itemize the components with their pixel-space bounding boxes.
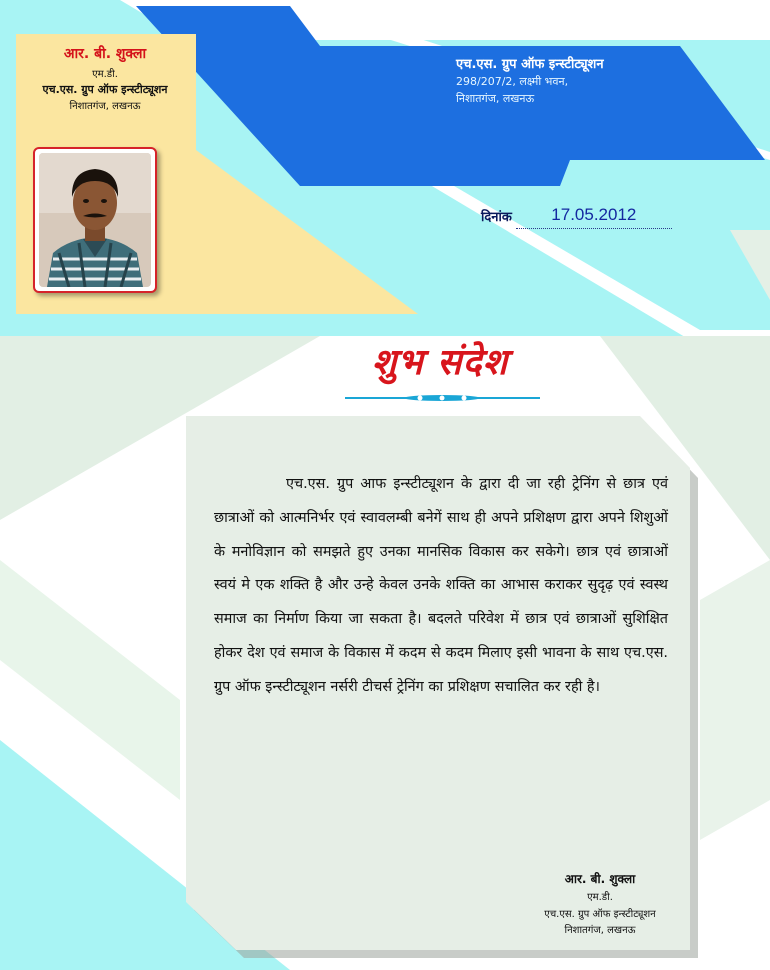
date-value: 17.05.2012	[551, 205, 637, 224]
signature-organization: एच.एस. ग्रुप ऑफ इन्स्टीट्यूशन	[544, 909, 656, 920]
person-photo-icon	[39, 153, 151, 287]
header-organization: एच.एस. ग्रुप ऑफ इन्स्टीट्यूशन	[456, 57, 604, 72]
profile-organization: एच.एस. ग्रुप ऑफ इन्स्टीट्यूशन	[42, 83, 168, 96]
date-row	[481, 206, 691, 227]
profile-name: आर. बी. शुक्ला	[63, 46, 147, 62]
signature-degree: एम.डी.	[587, 892, 613, 903]
date-field	[516, 205, 672, 229]
header-address-line2: निशातगंज, लखनऊ	[456, 92, 535, 105]
page-title: शुभ संदेश	[371, 341, 509, 383]
profile-photo	[33, 147, 157, 293]
profile-degree: एम.डी.	[92, 69, 118, 80]
signature-place: निशातगंज, लखनऊ	[564, 925, 636, 936]
header-address-line1: 298/207/2, लक्ष्मी भवन,	[456, 75, 569, 88]
message-body: एच.एस. ग्रुप आफ इन्स्टीट्यूशन के द्वारा दी जा रही ट्रेनिंग से छात्र एवं छात्राओं को आत्मनिर्भर एवं स्वावलम्बी बनेगें साथ ही अपने प्रशिक्षण द्वारा अपने शिशुओं के मनोविज्ञान को समझते हुए उनका मानसिक विकास कर सकेगे। छात्र एवं छात्राओं स्वयं मे एक शक्ति है और उन्हे केवल उनके शक्ति का आभास कराकर सुदृढ़ एवं स्वस्थ समाज का निर्माण किया जा सकता है। बदलते परिवेश में छात्र एवं छात्राओं सुशिक्षित होकर देश एवं समाज के विकास में कदम से कदम मिलाए इसी भावना के साथ एच.एस. ग्रुप ऑफ इन्स्टीट्यूशन नर्सरी टीचर्स ट्रेनिंग का प्रशिक्षण सचालित कर रही है।	[214, 476, 668, 695]
profile-place: निशातगंज, लखनऊ	[69, 101, 141, 112]
date-label: दिनांक	[481, 210, 512, 225]
signature-name: आर. बी. शुक्ला	[564, 872, 636, 886]
